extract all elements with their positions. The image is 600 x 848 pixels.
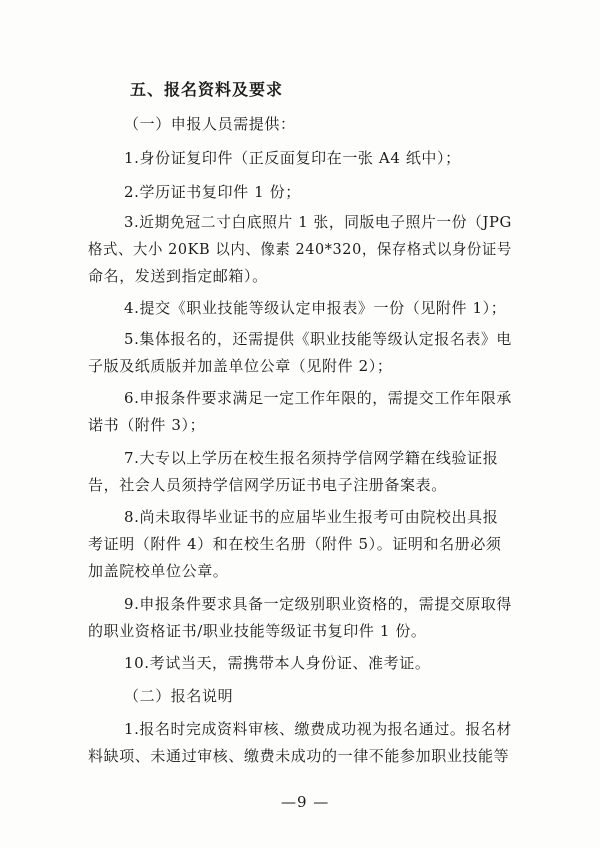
item-10: 10.考试当天，需携带本人身份证、准考证。 [124,654,431,672]
item-8-line-3: 加盖院校单位公章。 [88,562,229,580]
item-3-line-2: 格式、大小 20KB 以内、像素 240*320，保存格式以身份证号 [88,240,512,258]
explain-line-2: 料缺项、未通过审核、缴费未成功的一律不能参加职业技能等 [88,747,510,765]
explain-line-1: 1.报名时完成资料审核、缴费成功视为报名通过。报名材 [124,720,512,738]
item-1: 1.身份证复印件（正反面复印在一张 A4 纸中）； [124,149,461,167]
subsection-title-applicant-materials: （一）申报人员需提供： [124,115,296,133]
section-title: 五、报名资料及要求 [130,80,284,99]
item-7-line-1: 7.大专以上学历在校生报名须持学信网学籍在线验证报 [124,449,499,467]
item-9-line-1: 9.申报条件要求具备一定级别职业资格的，需提交原取得 [124,595,512,613]
item-3-line-3: 命名，发送到指定邮箱）。 [88,267,268,285]
item-4: 4.提交《职业技能等级认定申报表》一份（见附件 1）； [124,299,507,317]
item-8-line-2: 考证明（附件 4）和在校生名册（附件 5）。证明和名册必须 [88,535,502,553]
item-2: 2.学历证书复印件 1 份； [124,183,301,201]
item-6-line-2: 诺书（附件 3）； [88,416,206,434]
page-number: —9 — [281,793,330,811]
subsection-title-registration-notes: （二）报名说明 [124,687,234,705]
item-5-line-1: 5.集体报名的，还需提供《职业技能等级认定报名表》电 [124,330,512,348]
item-6-line-1: 6.申报条件要求满足一定工作年限的，需提交工作年限承 [124,389,512,407]
item-8-line-1: 8.尚未取得毕业证书的应届毕业生报考可由院校出具报 [124,508,499,526]
item-9-line-2: 的职业资格证书/职业技能等级证书复印件 1 份。 [88,622,427,640]
item-7-line-2: 告，社会人员须持学信网学历证书电子注册备案表。 [88,476,447,494]
item-5-line-2: 子版及纸质版并加盖单位公章（见附件 2）； [88,357,393,375]
item-3-line-1: 3.近期免冠二寸白底照片 1 张，同版电子照片一份（JPG [124,213,512,231]
